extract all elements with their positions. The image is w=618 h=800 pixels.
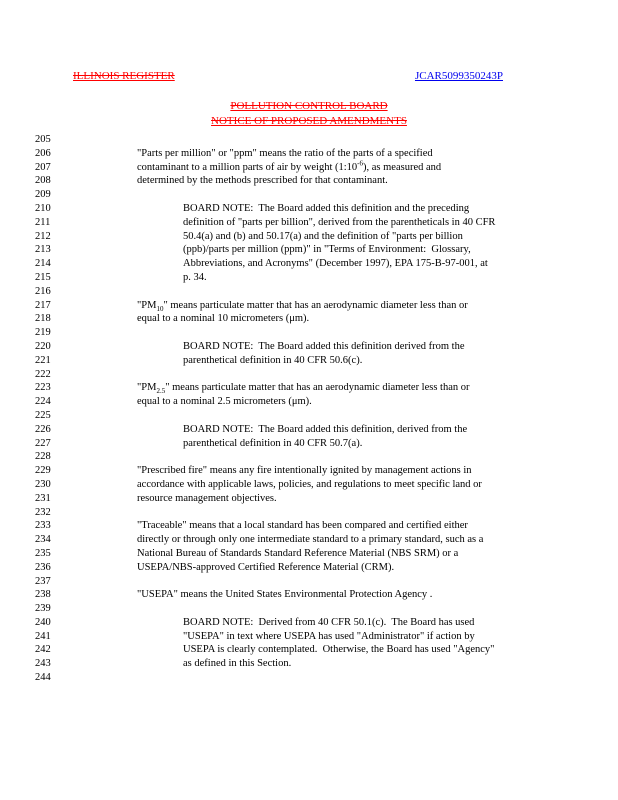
line-text: USEPA is clearly contemplated. Otherwise, the Board has used "Agency": [183, 644, 495, 656]
line-number: 216: [35, 285, 51, 297]
line-row: [35, 464, 495, 478]
line-row: [35, 450, 495, 464]
line-number: 244: [35, 672, 51, 684]
line-row: [35, 643, 495, 657]
line-text: definition of "parts per billion", derived from the parentheticals in 40 CFR: [183, 216, 496, 228]
title-line-board: [0, 99, 618, 114]
line-number: 217: [35, 299, 51, 311]
line-number: 232: [35, 506, 51, 518]
line-text: "USEPA" in text where USEPA has used "Administrator" if action by: [183, 630, 475, 642]
line-number: 236: [35, 561, 51, 573]
line-row: [35, 616, 495, 630]
line-number: 206: [35, 147, 51, 159]
line-number: 226: [35, 423, 51, 435]
sup-text: -6: [357, 159, 364, 168]
line-number: 205: [35, 134, 51, 145]
line-row: [35, 312, 495, 326]
line-row: [35, 478, 495, 492]
line-number: 234: [35, 534, 51, 546]
line-text: BOARD NOTE: The Board added this definition, derived from the: [183, 423, 468, 435]
line-number: 222: [35, 368, 51, 380]
sub-text: 10: [156, 304, 164, 313]
line-row: [35, 230, 495, 244]
line-number: 211: [35, 216, 51, 228]
line-text: contaminant to a million parts of air by weight $(1:10^{-6})$, as measured and: [137, 159, 442, 173]
line-row: [35, 547, 495, 561]
header-illinois-register: ILLINOIS REGISTER: [73, 70, 175, 82]
line-number: 230: [35, 478, 51, 490]
line-text: "Traceable" means that a local standard has been compared and certified either: [137, 520, 468, 532]
line-row: [35, 437, 495, 451]
line-number: 241: [35, 630, 51, 642]
line-number: 221: [35, 354, 51, 366]
line-text: parenthetical definition in 40 CFR 50.7(a).: [183, 437, 363, 449]
line-number: 243: [35, 658, 51, 670]
line-number: 209: [35, 189, 51, 201]
line-number: 233: [35, 520, 51, 532]
document-body: [35, 133, 495, 685]
line-row: [35, 588, 495, 602]
line-text: equal to a nominal 10 micrometers (μm).: [137, 313, 310, 325]
line-text: (ppb)/parts per million (ppm)" in "Terms of Environment: Glossary,: [183, 244, 471, 256]
line-row: [35, 519, 495, 533]
line-number: 228: [35, 451, 51, 463]
line-row: [35, 381, 495, 395]
line-number: 239: [35, 603, 51, 615]
line-text: directly or through only one intermediate standard to a primary standard, such as a: [137, 534, 484, 546]
page-header: [0, 69, 618, 83]
line-row: [35, 188, 495, 202]
line-row: [35, 575, 495, 589]
line-text: BOARD NOTE: Derived from 40 CFR 50.1(c). The Board has used: [183, 616, 475, 628]
line-row: [35, 257, 495, 271]
line-row: [35, 671, 495, 685]
line-text: "$PM_{10}$" means particulate matter that has an aerodynamic diameter less than or: [137, 299, 468, 313]
line-text: BOARD NOTE: The Board added this definition derived from the: [183, 340, 465, 352]
line-row: [35, 409, 495, 423]
line-text: BOARD NOTE: The Board added this definition and the preceding: [183, 202, 470, 214]
line-number: 213: [35, 244, 51, 256]
line-number: 242: [35, 644, 51, 656]
line-text: accordance with applicable laws, policies, and regulations to meet specific land or: [137, 478, 482, 490]
line-number: 238: [35, 589, 51, 601]
line-row: [35, 506, 495, 520]
line-text: as defined in this Section.: [183, 658, 292, 670]
line-row: [35, 492, 495, 506]
line-text: resource management objectives.: [137, 492, 277, 504]
line-row: [35, 202, 495, 216]
line-row: [35, 602, 495, 616]
line-number: 212: [35, 230, 51, 242]
line-row: [35, 561, 495, 575]
line-row: [35, 174, 495, 188]
line-text: Abbreviations, and Acronyms" (December 1997), EPA 175-B-97-001, at: [183, 258, 488, 270]
line-row: [35, 423, 495, 437]
line-text: 50.4(a) and (b) and 50.17(a) and the definition of "parts per billion: [183, 230, 463, 242]
line-row: [35, 285, 495, 299]
line-row: [35, 630, 495, 644]
line-row: [35, 354, 495, 368]
line-number: 220: [35, 340, 51, 352]
line-row: [35, 271, 495, 285]
line-row: [35, 368, 495, 382]
title-line-notice: [0, 114, 618, 129]
line-number: 237: [35, 575, 51, 587]
line-number: 235: [35, 547, 51, 559]
line-number: 219: [35, 327, 51, 339]
line-number: 229: [35, 465, 51, 477]
title-notice-of-proposed-amendments: NOTICE OF PROPOSED AMENDMENTS: [211, 114, 407, 127]
line-text: equal to a nominal 2.5 micrometers (μm).: [137, 396, 312, 408]
line-row: [35, 243, 495, 257]
line-row: [35, 161, 495, 175]
line-number: 210: [35, 202, 51, 214]
line-number: 224: [35, 396, 51, 408]
line-row: [35, 147, 495, 161]
line-row: [35, 216, 495, 230]
line-text: parenthetical definition in 40 CFR 50.6(c).: [183, 354, 363, 366]
line-row: [35, 340, 495, 354]
line-number: 223: [35, 382, 51, 394]
line-number: 214: [35, 258, 51, 270]
line-number: 240: [35, 616, 51, 628]
line-number: 208: [35, 175, 51, 187]
line-row: [35, 299, 495, 313]
line-text: "$PM_{2.5}$" means particulate matter that has an aerodynamic diameter less than or: [137, 382, 470, 396]
line-number: 215: [35, 271, 51, 283]
line-row: [35, 395, 495, 409]
line-text: "USEPA" means the United States Environmental Protection Agency .: [137, 589, 433, 601]
line-number: 207: [35, 161, 51, 173]
line-number: 225: [35, 409, 51, 421]
line-row: [35, 657, 495, 671]
header-jcar-link[interactable]: JCAR5099350243P: [414, 70, 503, 82]
line-text: determined by the methods prescribed for that contaminant.: [137, 175, 388, 187]
line-row: [35, 326, 495, 340]
line-text: National Bureau of Standards Standard Reference Material (NBS SRM) or a: [137, 547, 459, 559]
title-block: [0, 99, 618, 128]
line-number: 231: [35, 492, 51, 504]
line-text: p. 34.: [183, 271, 207, 283]
line-row: [35, 133, 495, 147]
line-number: 227: [35, 437, 51, 449]
line-text: "Prescribed fire" means any fire intentionally ignited by management actions in: [137, 465, 472, 477]
line-text: USEPA/NBS-approved Certified Reference Material (CRM).: [137, 561, 395, 573]
sub-text: 2.5: [156, 387, 166, 396]
line-text: "Parts per million" or "ppm" means the ratio of the parts of a specified: [137, 147, 433, 159]
line-row: [35, 533, 495, 547]
line-number: 218: [35, 313, 51, 325]
title-pollution-control-board: POLLUTION CONTROL BOARD: [230, 100, 388, 112]
